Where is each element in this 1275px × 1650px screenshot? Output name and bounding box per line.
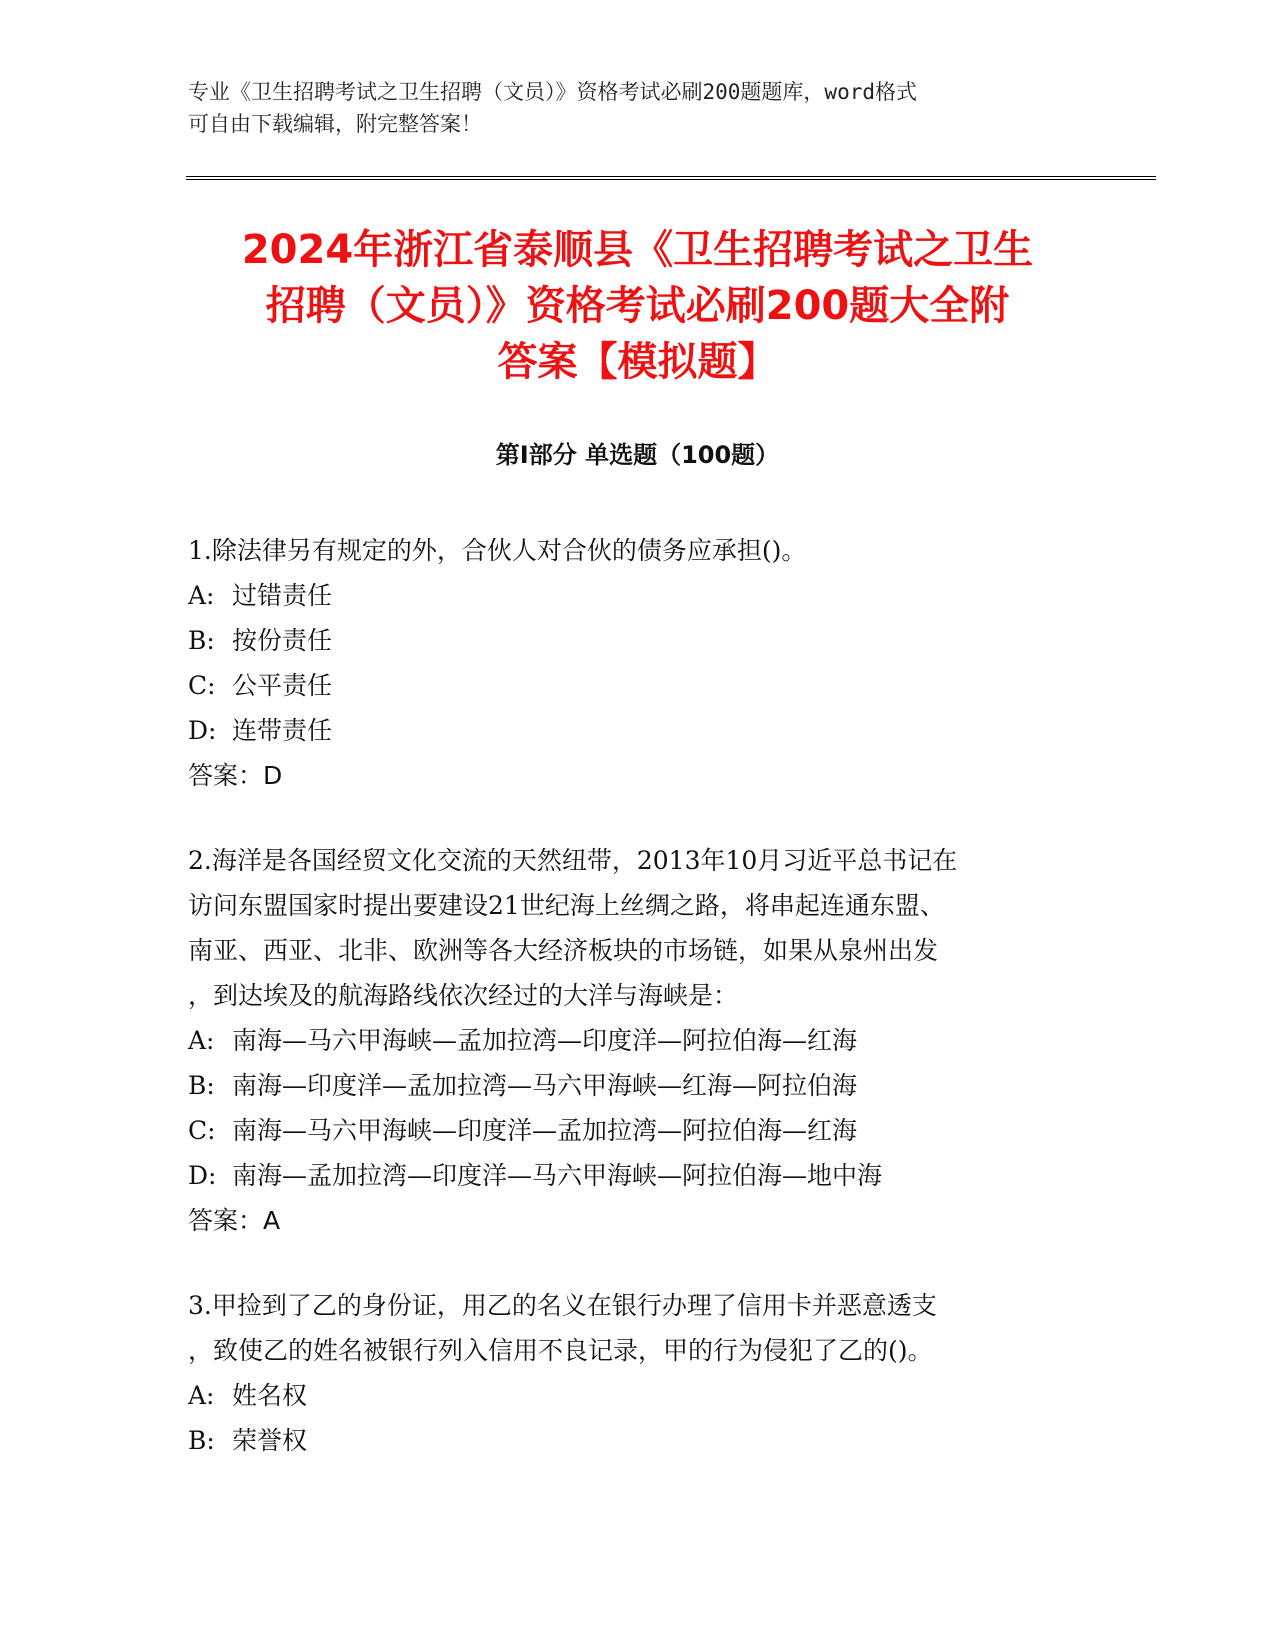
option-text: 南海—孟加拉湾—印度洋—马六甲海峡—阿拉伯海—地中海 [232,1161,883,1190]
option-letter: B: [188,1071,215,1100]
answer-line: 答案：D [188,761,283,790]
option-text: 按份责任 [232,626,333,655]
header-note-line: 专业《卫生招聘考试之卫生招聘（文员）》资格考试必刷200题题库，word格式 [188,80,917,104]
option-text: 过错责任 [232,581,333,610]
option-d [188,708,1088,753]
question-3 [188,1283,1088,1463]
option-c [188,663,1088,708]
section-heading: 第Ⅰ部分 单选题（100题） [495,441,780,469]
header-divider [186,176,1156,180]
option-b [188,618,1088,663]
question-2 [188,838,1088,1243]
option-text: 姓名权 [232,1381,308,1410]
option-b [188,1418,1088,1463]
option-text: 南海—马六甲海峡—孟加拉湾—印度洋—阿拉伯海—红海 [232,1026,858,1055]
option-a [188,1018,1088,1063]
question-stem-line: ，到达埃及的航海路线依次经过的大洋与海峡是： [188,981,739,1010]
option-text: 公平责任 [232,671,333,700]
question-stem-line: 2.海洋是各国经贸文化交流的天然纽带，2013年10月习近平总书记在 [188,846,958,875]
title-line: 招聘（文员）》资格考试必刷200题大全附 [265,283,1010,329]
option-letter: D: [188,1161,217,1190]
option-a [188,573,1088,618]
header-note [188,76,1088,140]
option-text: 连带责任 [232,716,333,745]
header-note-line: 可自由下载编辑，附完整答案！ [188,112,482,136]
question-list [188,528,1088,1503]
option-letter: D: [188,716,217,745]
option-letter: C: [188,1116,216,1145]
question-stem: 1.除法律另有规定的外，合伙人对合伙的债务应承担()。 [188,536,807,565]
option-letter: A: [188,1026,215,1055]
question-stem-line: 访问东盟国家时提出要建设21世纪海上丝绸之路，将串起连通东盟、 [188,891,945,920]
answer-line: 答案：A [188,1206,281,1235]
document-title [150,222,1125,390]
question-stem-line: ，致使乙的姓名被银行列入信用不良记录，甲的行为侵犯了乙的()。 [188,1336,933,1365]
option-text: 荣誉权 [232,1426,308,1455]
option-b [188,1063,1088,1108]
option-letter: B: [188,626,215,655]
option-text: 南海—马六甲海峡—印度洋—孟加拉湾—阿拉伯海—红海 [232,1116,858,1145]
question-stem-line: 南亚、西亚、北非、欧洲等各大经济板块的市场链，如果从泉州出发 [188,936,939,965]
question-stem-line: 3.甲捡到了乙的身份证，用乙的名义在银行办理了信用卡并恶意透支 [188,1291,937,1320]
option-text: 南海—印度洋—孟加拉湾—马六甲海峡—红海—阿拉伯海 [232,1071,858,1100]
option-a [188,1373,1088,1418]
option-letter: A: [188,581,215,610]
option-letter: B: [188,1426,215,1455]
question-1 [188,528,1088,798]
title-line: 答案【模拟题】 [497,339,778,385]
option-c [188,1108,1088,1153]
title-line: 2024年浙江省泰顺县《卫生招聘考试之卫生 [241,227,1034,273]
option-letter: C: [188,671,216,700]
option-d [188,1153,1088,1198]
option-letter: A: [188,1381,215,1410]
